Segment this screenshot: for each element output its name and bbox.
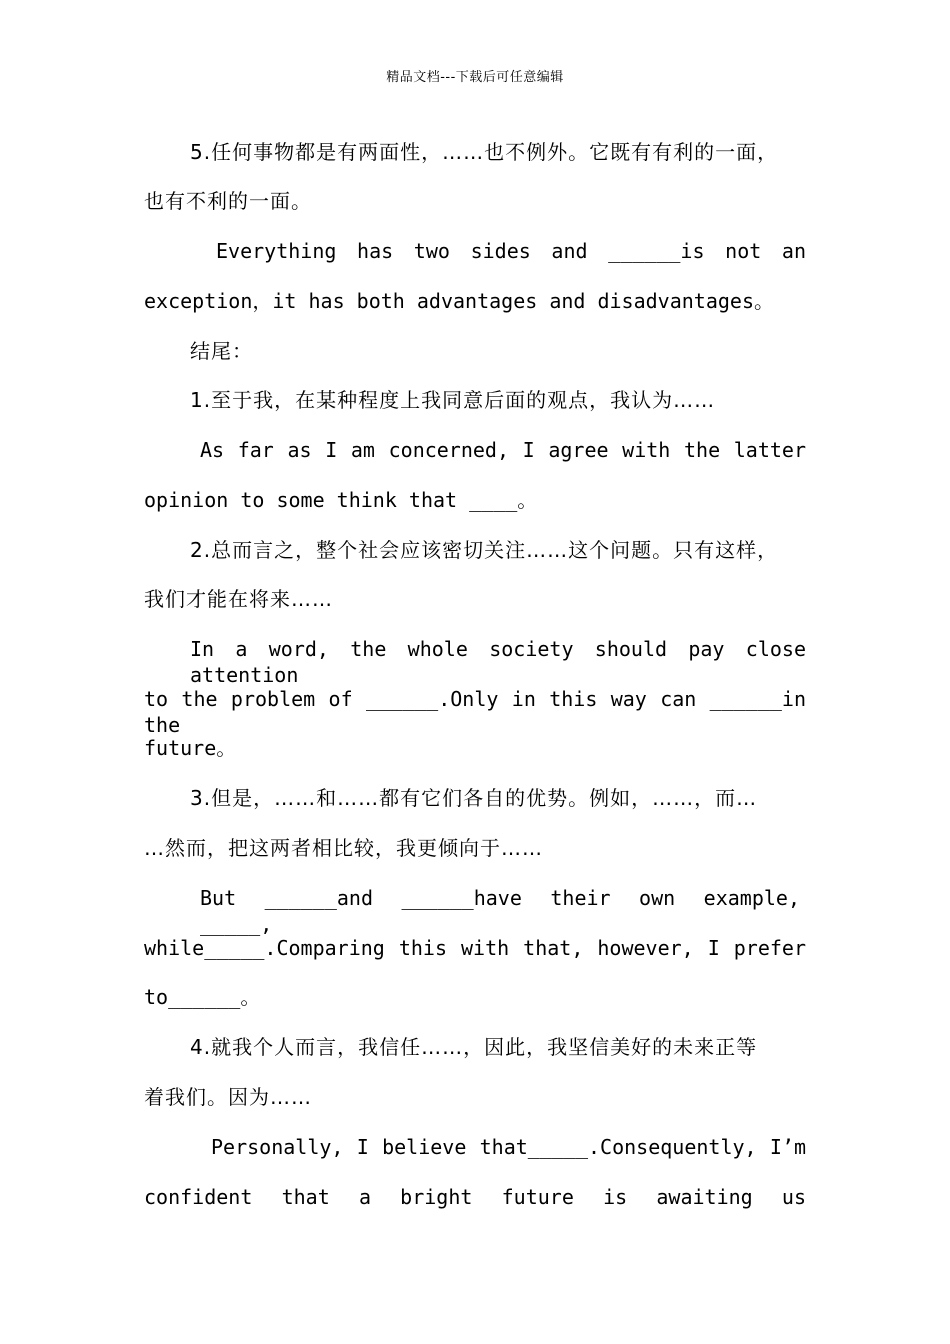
- text-line: But ______and ______have their own example, _____,: [200, 886, 800, 936]
- text-line: In a word, the whole society should pay close attention: [190, 637, 806, 687]
- text-line: confident that a bright future is awaiting us: [144, 1185, 806, 1209]
- text-line: 5.任何事物都是有两面性，……也不例外。它既有有利的一面，: [190, 140, 779, 164]
- text-line: 2.总而言之，整个社会应该密切关注……这个问题。只有这样，: [190, 538, 779, 562]
- section-heading: 结尾：: [190, 339, 253, 363]
- text-line: future。: [144, 736, 237, 760]
- text-line: Everything has two sides and ______is not an: [216, 239, 806, 263]
- text-line: while_____.Comparing this with that, however, I prefer: [144, 936, 806, 960]
- text-line: …然而，把这两者相比较，我更倾向于……: [144, 836, 543, 860]
- text-line: 着我们。因为……: [144, 1085, 312, 1109]
- text-line: 4.就我个人而言，我信任……，因此，我坚信美好的未来正等: [190, 1035, 758, 1059]
- text-line: opinion to some think that ____。: [144, 488, 538, 512]
- text-line: to______。: [144, 985, 261, 1009]
- text-line: As far as I am concerned, I agree with the latter: [200, 438, 806, 462]
- text-line: Personally, I believe that_____.Consequently, I’m: [211, 1135, 806, 1159]
- page-header: 精品文档---下载后可任意编辑: [386, 70, 564, 85]
- text-line: 3.但是，……和……都有它们各自的优势。例如，……，而…: [190, 786, 758, 810]
- text-line: exception，it has both advantages and disadvantages。: [144, 289, 775, 313]
- text-line: to the problem of ______.Only in this way can ______in the: [144, 687, 806, 737]
- text-line: 也有不利的一面。: [144, 189, 312, 213]
- text-line: 1.至于我，在某种程度上我同意后面的观点，我认为……: [190, 388, 716, 412]
- text-line: 我们才能在将来……: [144, 587, 333, 611]
